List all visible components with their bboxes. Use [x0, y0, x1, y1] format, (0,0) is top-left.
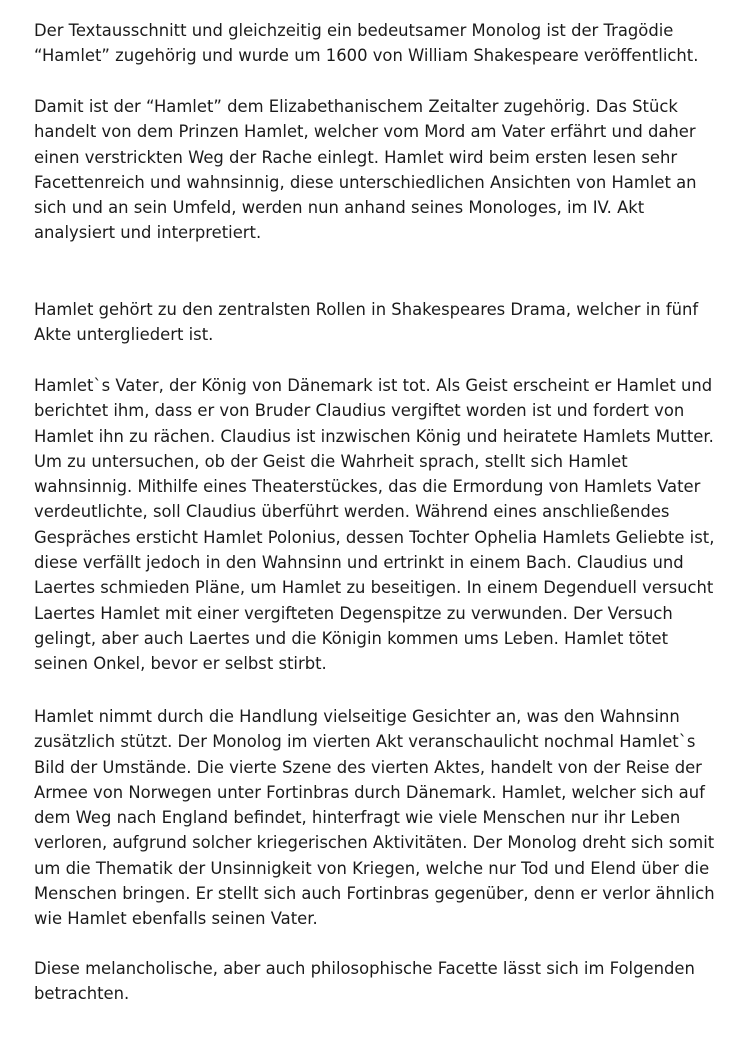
paragraph-conclusion: Diese melancholische, aber auch philosophische Facette lässt sich im Folgenden betrachten.	[34, 959, 695, 1004]
paragraph-plot-summary: Hamlet`s Vater, der König von Dänemark ist tot. Als Geist erscheint er Hamlet und berichtet ihm, dass er von Bruder Claudius vergiftet worden ist und fordert von Hamlet ihn zu rächen. Claudius ist inzwischen König und heiratete Hamlets Mutter. Um zu untersuchen, ob der Geist die Wahrheit sprach, stellt sich Hamlet wahnsinnig. Mithilfe eines Theaterstückes, das die Ermordung von Hamlets Vater verdeutlichte, soll Claudius überführt werden. Während eines anschließendes Gespräches ersticht Hamlet Polonius, dessen Tochter Ophelia Hamlets Geliebte ist, diese verfällt jedoch in den Wahnsinn und ertrinkt in einem Bach. Claudius und Laertes schmieden Pläne, um Hamlet zu beseitigen. In einem Degenduell versucht Laertes Hamlet mit einer vergifteten Degenspitze zu verwunden. Der Versuch gelingt, aber auch Laertes und die Königin kommen ums Leben. Hamlet tötet seinen Onkel, bevor er selbst stirbt.	[34, 376, 715, 674]
paragraph-role: Hamlet gehört zu den zentralsten Rollen in Shakespeares Drama, welcher in fünf Akte untergliedert ist.	[34, 300, 699, 345]
paragraph-introduction: Der Textausschnitt und gleichzeitig ein bedeutsamer Monolog ist der Tragödie “Hamlet” zugehörig und wurde um 1600 von William Shakespeare veröffentlicht.	[34, 21, 699, 66]
paragraph-monologue: Hamlet nimmt durch die Handlung vielseitige Gesichter an, was den Wahnsinn zusätzlich stützt. Der Monolog im vierten Akt veranschaulicht nochmal Hamlet`s Bild der Umstände. Die vierte Szene des vierten Aktes, handelt von der Reise der Armee von Norwegen unter Fortinbras durch Dänemark. Hamlet, welcher sich auf dem Weg nach England befindet, hinterfragt wie viele Menschen nur ihr Leben verloren, aufgrund solcher kriegerischen Aktivitäten. Der Monolog dreht sich somit um die Thematik der Unsinnigkeit von Kriegen, welche nur Tod und Elend über die Menschen bringen. Er stellt sich auch Fortinbras gegenüber, denn er verlor ähnlich wie Hamlet ebenfalls seinen Vater.	[34, 707, 715, 929]
paragraph-context: Damit ist der “Hamlet” dem Elizabethanischem Zeitalter zugehörig. Das Stück handelt von dem Prinzen Hamlet, welcher vom Mord am Vater erfährt und daher einen verstrickten Weg der Rache einlegt. Hamlet wird beim ersten lesen sehr Facettenreich und wahnsinnig, diese unterschiedlichen Ansichten von Hamlet an sich und an sein Umfeld, werden nun anhand seines Monologes, im IV. Akt analysiert und interpretiert.	[34, 97, 697, 243]
